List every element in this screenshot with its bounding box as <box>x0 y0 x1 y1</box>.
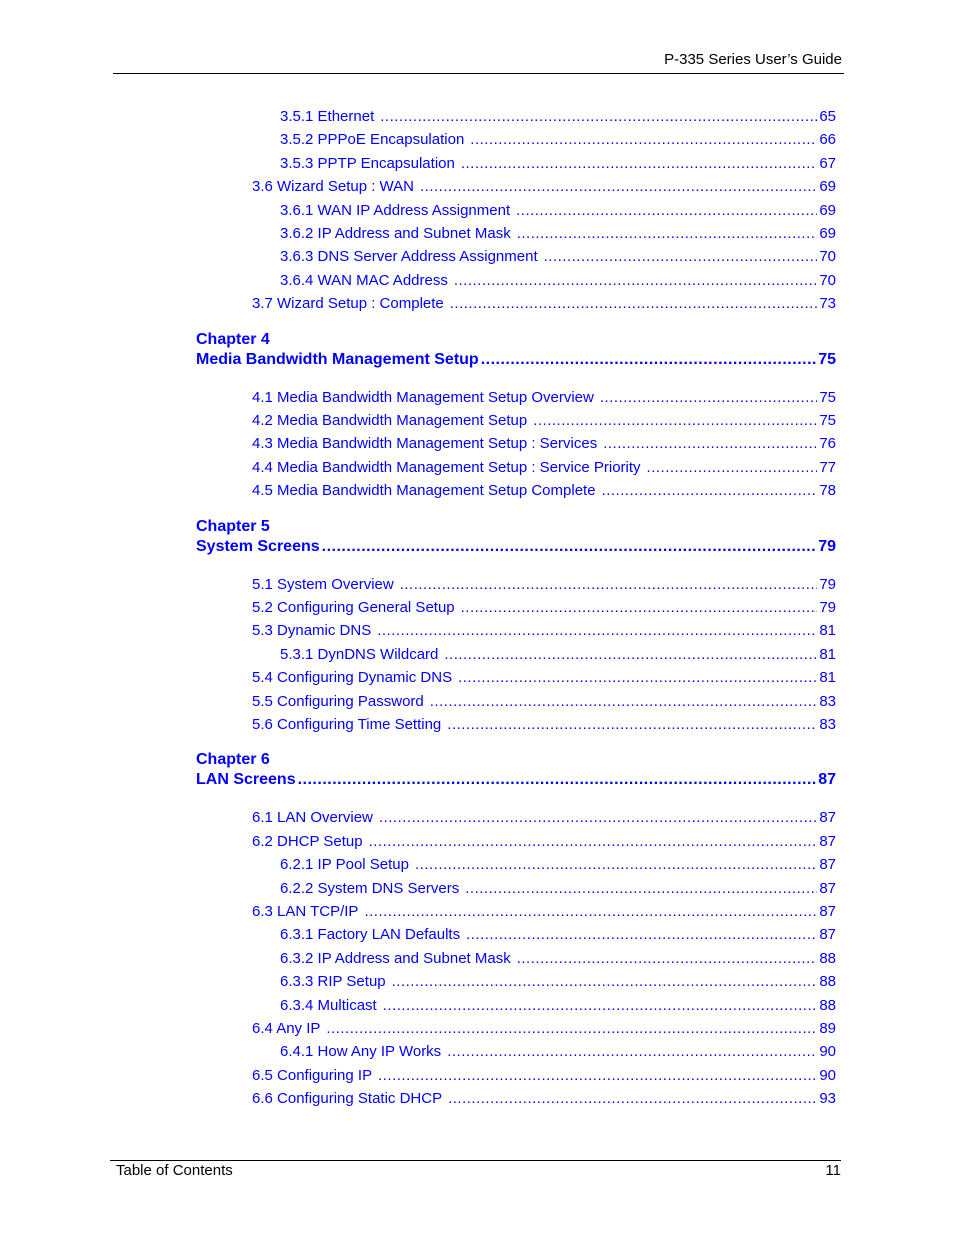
toc-entry-title: 6.3.1 Factory LAN Defaults <box>280 926 461 944</box>
toc-entry-link[interactable] <box>280 646 836 664</box>
toc-entry-link[interactable] <box>280 131 836 149</box>
dot-leader <box>420 178 817 196</box>
toc-page-number: 77 <box>819 458 836 476</box>
toc-entry-link[interactable] <box>252 1067 836 1085</box>
dot-leader <box>481 350 817 370</box>
toc-entry-link[interactable] <box>280 950 836 968</box>
dot-leader <box>544 248 818 266</box>
toc-page-number: 70 <box>819 271 836 289</box>
dot-leader <box>400 576 818 594</box>
dot-leader <box>647 459 818 477</box>
dot-leader <box>448 1090 817 1108</box>
toc-page-number: 88 <box>819 973 836 991</box>
toc-entry-title: 6.2.1 IP Pool Setup <box>280 856 409 874</box>
toc-entry-title: 6.2 DHCP Setup <box>252 832 363 850</box>
chapter-label: Chapter 5 <box>196 517 270 535</box>
dot-leader <box>444 646 817 664</box>
toc-page-number: 90 <box>819 1066 836 1084</box>
dot-leader <box>603 435 817 453</box>
dot-leader <box>322 537 817 557</box>
toc-entry-link[interactable] <box>252 412 836 430</box>
footer-section-title: Table of Contents <box>116 1162 233 1179</box>
toc-entry-title: 6.4.1 How Any IP Works <box>280 1043 442 1061</box>
footer-divider <box>110 1160 841 1161</box>
dot-leader <box>377 622 817 640</box>
dot-leader <box>600 389 817 407</box>
toc-entry-link[interactable] <box>252 178 836 196</box>
toc-entry-title: 6.1 LAN Overview <box>252 809 373 827</box>
toc-page-number: 79 <box>818 537 836 555</box>
toc-entry-title: 3.5.1 Ethernet <box>280 108 375 125</box>
dot-leader <box>430 693 818 711</box>
toc-page-number: 79 <box>819 575 836 593</box>
toc-entry-link[interactable] <box>280 225 836 243</box>
toc-entry-link[interactable] <box>280 248 836 266</box>
toc-page-number: 67 <box>819 154 836 172</box>
toc-entry-link[interactable] <box>280 108 836 126</box>
dot-leader <box>517 225 818 243</box>
toc-entry-link[interactable] <box>280 202 836 220</box>
dot-leader <box>465 880 817 898</box>
toc-entry-link[interactable] <box>252 459 836 477</box>
toc-entry-link[interactable] <box>280 272 836 290</box>
toc-entry-title: 3.5.2 PPPoE Encapsulation <box>280 131 465 149</box>
footer-page-number: 11 <box>825 1162 841 1179</box>
toc-entry-title: 3.6 Wizard Setup : WAN <box>252 178 414 196</box>
toc-entry-title: 4.4 Media Bandwidth Management Setup : Service Priority <box>252 458 641 476</box>
toc-page-number: 88 <box>819 949 836 967</box>
toc-entry-title: 3.6.3 DNS Server Address Assignment <box>280 248 538 266</box>
toc-entry-link[interactable] <box>280 856 836 874</box>
toc-entry-title: 3.6.4 WAN MAC Address <box>280 271 448 289</box>
toc-entry-title: System Screens <box>196 537 320 555</box>
toc-entry-title: 6.4 Any IP <box>252 1020 321 1037</box>
toc-page-number: 87 <box>819 926 836 944</box>
dot-leader <box>602 482 818 500</box>
toc-page-number: 73 <box>819 295 836 313</box>
toc-entry-title: 5.3 Dynamic DNS <box>252 622 372 640</box>
dot-leader <box>454 272 817 290</box>
toc-page-number: 78 <box>819 482 836 500</box>
toc-page-number: 79 <box>819 599 836 616</box>
toc-entry-title: 6.2.2 System DNS Servers <box>280 879 460 897</box>
toc-entry-title: 3.6.2 IP Address and Subnet Mask <box>280 225 511 242</box>
toc-page-number: 88 <box>819 996 836 1014</box>
toc-page-number: 65 <box>819 108 836 125</box>
toc-entry-link[interactable] <box>280 880 836 898</box>
dot-leader <box>378 1067 817 1085</box>
dot-leader <box>533 412 817 430</box>
toc-entry-title: 4.3 Media Bandwidth Management Setup : Services <box>252 435 598 453</box>
toc-page-number: 87 <box>819 856 836 874</box>
toc-entry-title: 5.1 System Overview <box>252 575 394 593</box>
toc-entry-title: 5.2 Configuring General Setup <box>252 599 455 616</box>
toc-entry-link[interactable] <box>252 599 836 617</box>
dot-leader <box>383 997 818 1015</box>
toc-page-number: 87 <box>819 879 836 897</box>
toc-page-number: 81 <box>819 622 836 640</box>
dot-leader <box>415 856 817 874</box>
toc-page-number: 75 <box>819 388 836 406</box>
toc-entry-title: 6.5 Configuring IP <box>252 1066 373 1084</box>
toc-entry-link[interactable] <box>252 576 836 594</box>
toc-chapter-link[interactable] <box>196 537 836 557</box>
chapter-label: Chapter 4 <box>196 330 270 348</box>
toc-entry-link[interactable] <box>252 716 836 734</box>
toc-entry-title: 4.2 Media Bandwidth Management Setup <box>252 412 528 429</box>
toc-entry-link[interactable] <box>252 693 836 711</box>
toc-entry-title: 3.6.1 WAN IP Address Assignment <box>280 201 511 219</box>
toc-page-number: 75 <box>818 350 836 368</box>
toc-entry-link[interactable] <box>252 833 836 851</box>
toc-entry-link[interactable] <box>252 1090 836 1108</box>
toc-page-number: 89 <box>819 1020 836 1037</box>
toc-entry-title: 3.5.3 PPTP Encapsulation <box>280 154 455 172</box>
toc-entry-title: 5.6 Configuring Time Setting <box>252 716 442 733</box>
toc-entry-title: 5.5 Configuring Password <box>252 692 424 710</box>
toc-page-number: 76 <box>819 435 836 453</box>
toc-entry-link[interactable] <box>252 622 836 640</box>
toc-entry-link[interactable] <box>252 435 836 453</box>
toc-chapter-link[interactable] <box>196 770 836 790</box>
toc-entry-link[interactable] <box>252 809 836 827</box>
chapter-label: Chapter 6 <box>196 751 270 769</box>
toc-entry-link[interactable] <box>252 295 836 313</box>
dot-leader <box>516 202 817 220</box>
document-title: P-335 Series User’s Guide <box>664 51 842 68</box>
toc-entry-title: Media Bandwidth Management Setup <box>196 350 479 368</box>
toc-page-number: 75 <box>819 412 836 429</box>
dot-leader <box>466 926 817 944</box>
dot-leader <box>461 599 818 617</box>
toc-page-number: 69 <box>819 225 836 242</box>
toc-page-number: 81 <box>819 645 836 663</box>
toc-entry-link[interactable] <box>252 482 836 500</box>
toc-entry-link[interactable] <box>280 973 836 991</box>
toc-entry-link[interactable] <box>252 1020 836 1038</box>
dot-leader <box>326 1020 817 1038</box>
dot-leader <box>447 716 817 734</box>
toc-entry-title: 3.7 Wizard Setup : Complete <box>252 295 444 313</box>
dot-leader <box>450 295 818 313</box>
toc-page-number: 81 <box>819 669 836 687</box>
toc-entry-link[interactable] <box>280 997 836 1015</box>
toc-entry-link[interactable] <box>252 389 836 407</box>
dot-leader <box>298 770 817 790</box>
toc-page-number: 83 <box>819 716 836 733</box>
dot-leader <box>461 155 817 173</box>
toc-page-number: 70 <box>819 248 836 266</box>
toc-page-number: 69 <box>819 201 836 219</box>
toc-entry-title: 5.4 Configuring Dynamic DNS <box>252 669 453 687</box>
dot-leader <box>458 669 817 687</box>
toc-entry-link[interactable] <box>252 669 836 687</box>
dot-leader <box>380 108 817 126</box>
dot-leader <box>392 973 818 991</box>
toc-chapter-link[interactable] <box>196 350 836 370</box>
dot-leader <box>470 131 817 149</box>
toc-entry-link[interactable] <box>280 155 836 173</box>
toc-entry-title: 6.3.2 IP Address and Subnet Mask <box>280 949 511 967</box>
toc-entry-title: 5.3.1 DynDNS Wildcard <box>280 645 439 663</box>
toc-page-number: 87 <box>819 903 836 920</box>
toc-entry-link[interactable] <box>280 926 836 944</box>
toc-entry-link[interactable] <box>280 1043 836 1061</box>
dot-leader <box>369 833 818 851</box>
toc-entry-link[interactable] <box>252 903 836 921</box>
toc-entry-title: 6.3.4 Multicast <box>280 996 377 1014</box>
toc-page-number: 93 <box>819 1090 836 1108</box>
toc-entry-title: 4.5 Media Bandwidth Management Setup Complete <box>252 482 596 500</box>
toc-page-number: 66 <box>819 131 836 149</box>
toc-entry-title: LAN Screens <box>196 771 296 789</box>
toc-page-number: 87 <box>819 809 836 827</box>
toc-entry-title: 6.6 Configuring Static DHCP <box>252 1090 443 1108</box>
toc-entry-title: 6.3 LAN TCP/IP <box>252 903 359 920</box>
dot-leader <box>447 1043 817 1061</box>
dot-leader <box>517 950 818 968</box>
toc-page-number: 87 <box>818 771 836 789</box>
toc-entry-title: 6.3.3 RIP Setup <box>280 973 386 991</box>
toc-entry-title: 4.1 Media Bandwidth Management Setup Overview <box>252 388 594 406</box>
toc-page-number: 83 <box>819 692 836 710</box>
dot-leader <box>364 903 817 921</box>
dot-leader <box>379 809 817 827</box>
toc-page-number: 90 <box>819 1043 836 1061</box>
toc-page-number: 87 <box>819 832 836 850</box>
toc-page-number: 69 <box>819 178 836 196</box>
